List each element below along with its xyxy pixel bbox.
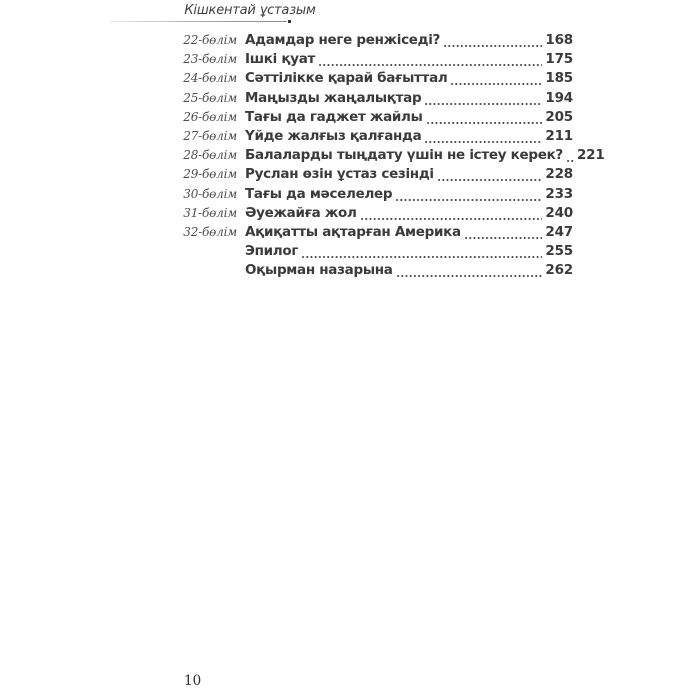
chapter-page-number: 240 bbox=[545, 204, 573, 221]
chapter-page-number: 205 bbox=[545, 108, 573, 125]
dot-leader bbox=[426, 109, 543, 128]
toc-entry bbox=[170, 262, 573, 281]
toc-entry bbox=[170, 70, 573, 89]
chapter-label: 32-бөлім bbox=[183, 224, 237, 239]
toc-entry bbox=[170, 90, 573, 109]
toc-entry bbox=[170, 205, 573, 224]
header-rule-end-dot bbox=[288, 20, 291, 23]
chapter-title: Әуежайға жол bbox=[245, 204, 357, 221]
chapter-page-number: 221 bbox=[576, 147, 605, 164]
chapter-page-number: 194 bbox=[545, 89, 573, 106]
chapter-page-number: 233 bbox=[545, 185, 573, 202]
dot-leader bbox=[443, 32, 542, 51]
chapter-title: Тағы да мәселелер bbox=[245, 185, 393, 202]
chapter-page-number: 168 bbox=[545, 32, 573, 48]
chapter-label: 31-бөлім bbox=[183, 205, 237, 220]
chapter-page-number: 185 bbox=[545, 70, 573, 87]
chapter-title: Сәттілікке қарай бағыттал bbox=[245, 70, 448, 87]
dot-leader bbox=[301, 243, 542, 262]
chapter-page-number: 262 bbox=[545, 262, 573, 279]
toc-entry bbox=[170, 109, 573, 128]
running-header-title: Кішкентай ұстазым bbox=[184, 3, 316, 18]
chapter-label: 26-бөлім bbox=[183, 109, 237, 124]
chapter-title: Адамдар неге ренжіседі? bbox=[245, 32, 441, 48]
chapter-label: 24-бөлім bbox=[183, 71, 237, 86]
chapter-title: Руслан өзін ұстаз сезінді bbox=[245, 166, 434, 183]
table-of-contents bbox=[170, 32, 605, 281]
chapter-title: Ақиқатты ақтарған Америка bbox=[245, 223, 461, 240]
header-rule-line bbox=[110, 21, 287, 22]
chapter-page-number: 247 bbox=[545, 223, 573, 240]
chapter-page-number: 175 bbox=[545, 51, 573, 68]
chapter-label: 23-бөлім bbox=[183, 52, 237, 67]
chapter-label: 22-бөлім bbox=[183, 33, 237, 47]
chapter-title: Эпилог bbox=[245, 243, 299, 260]
chapter-title: Балаларды тыңдату үшін не істеу керек? bbox=[245, 147, 563, 164]
dot-leader bbox=[395, 186, 542, 205]
chapter-title: Үйде жалғыз қалғанда bbox=[245, 127, 422, 144]
dot-leader bbox=[566, 147, 574, 166]
chapter-label: 28-бөлім bbox=[183, 148, 237, 163]
page-number: 10 bbox=[184, 673, 202, 689]
toc-entry bbox=[170, 224, 573, 243]
dot-leader bbox=[424, 128, 542, 147]
toc-entry bbox=[170, 128, 573, 147]
toc-entry bbox=[170, 166, 573, 185]
chapter-title: Тағы да гаджет жайлы bbox=[245, 108, 423, 125]
chapter-page-number: 211 bbox=[545, 127, 573, 144]
dot-leader bbox=[464, 224, 543, 243]
chapter-title: Оқырман назарына bbox=[245, 262, 393, 279]
chapter-label: 29-бөлім bbox=[183, 167, 237, 182]
toc-entry bbox=[170, 147, 605, 166]
chapter-label: 27-бөлім bbox=[183, 128, 237, 143]
chapter-title: Ішкі қуат bbox=[245, 51, 316, 68]
dot-leader bbox=[396, 262, 543, 281]
dot-leader bbox=[424, 90, 542, 109]
chapter-title: Маңызды жаңалықтар bbox=[245, 89, 422, 106]
chapter-page-number: 228 bbox=[545, 166, 573, 183]
toc-entry bbox=[170, 243, 573, 262]
chapter-page-number: 255 bbox=[545, 243, 573, 260]
toc-entry bbox=[170, 51, 573, 70]
dot-leader bbox=[318, 51, 542, 70]
chapter-label: 30-бөлім bbox=[183, 186, 237, 201]
dot-leader bbox=[360, 205, 543, 224]
dot-leader bbox=[450, 70, 542, 89]
toc-entry bbox=[170, 32, 573, 51]
chapter-label: 25-бөлім bbox=[183, 90, 237, 105]
toc-entry bbox=[170, 186, 573, 205]
dot-leader bbox=[437, 166, 543, 185]
